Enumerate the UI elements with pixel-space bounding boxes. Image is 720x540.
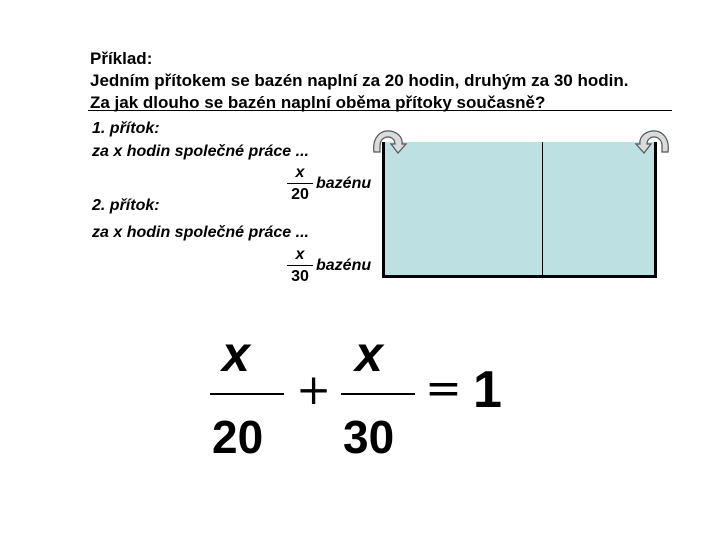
inlet-1-fraction-denominator: 20 bbox=[291, 186, 309, 203]
equation-equals-sign: = bbox=[425, 363, 462, 414]
equation-plus-sign: + bbox=[296, 365, 332, 414]
inlet-1-phrase: za x hodin společné práce ... bbox=[92, 143, 309, 160]
problem-line-2: Za jak dlouho se bazén naplní oběma přítoky současně? bbox=[90, 93, 546, 112]
equation-result: 1 bbox=[473, 361, 502, 419]
problem-line-1: Jedním přítokem se bazén naplní za 20 hodin, druhým za 30 hodin. bbox=[90, 71, 629, 90]
inlet-1-fraction bbox=[287, 164, 313, 204]
curved-arrow-icon-right bbox=[634, 126, 674, 156]
inlet-2-phrase: za x hodin společné práce ... bbox=[92, 224, 309, 241]
inlet-1-unit: bazénu bbox=[316, 175, 372, 192]
curved-arrow-icon-left bbox=[368, 126, 408, 156]
equation-numerator-2: x bbox=[355, 326, 383, 382]
inlet-2-label: 2. přítok: bbox=[92, 197, 160, 214]
equation-fraction-bar-1 bbox=[210, 393, 284, 395]
inlet-1-fraction-bar bbox=[287, 183, 313, 184]
inlet-2-unit: bazénu bbox=[316, 257, 372, 274]
equation-numerator-1: x bbox=[222, 326, 250, 382]
pool-divider bbox=[542, 142, 543, 275]
equation-fraction-bar-2 bbox=[341, 393, 415, 395]
inlet-2-fraction-bar bbox=[287, 265, 313, 266]
pool-icon bbox=[382, 142, 657, 278]
equation-denominator-2: 30 bbox=[343, 411, 395, 463]
inlet-1-label: 1. přítok: bbox=[92, 120, 160, 137]
equation-denominator-1: 20 bbox=[212, 411, 264, 463]
problem-title: Příklad: bbox=[90, 49, 153, 68]
inlet-2-fraction bbox=[287, 246, 313, 286]
inlet-2-fraction-numerator: x bbox=[295, 246, 305, 263]
inlet-2-fraction-denominator: 30 bbox=[291, 268, 309, 285]
header-divider bbox=[88, 110, 672, 111]
inlet-1-fraction-numerator: x bbox=[295, 164, 305, 181]
problem-header bbox=[90, 48, 628, 114]
